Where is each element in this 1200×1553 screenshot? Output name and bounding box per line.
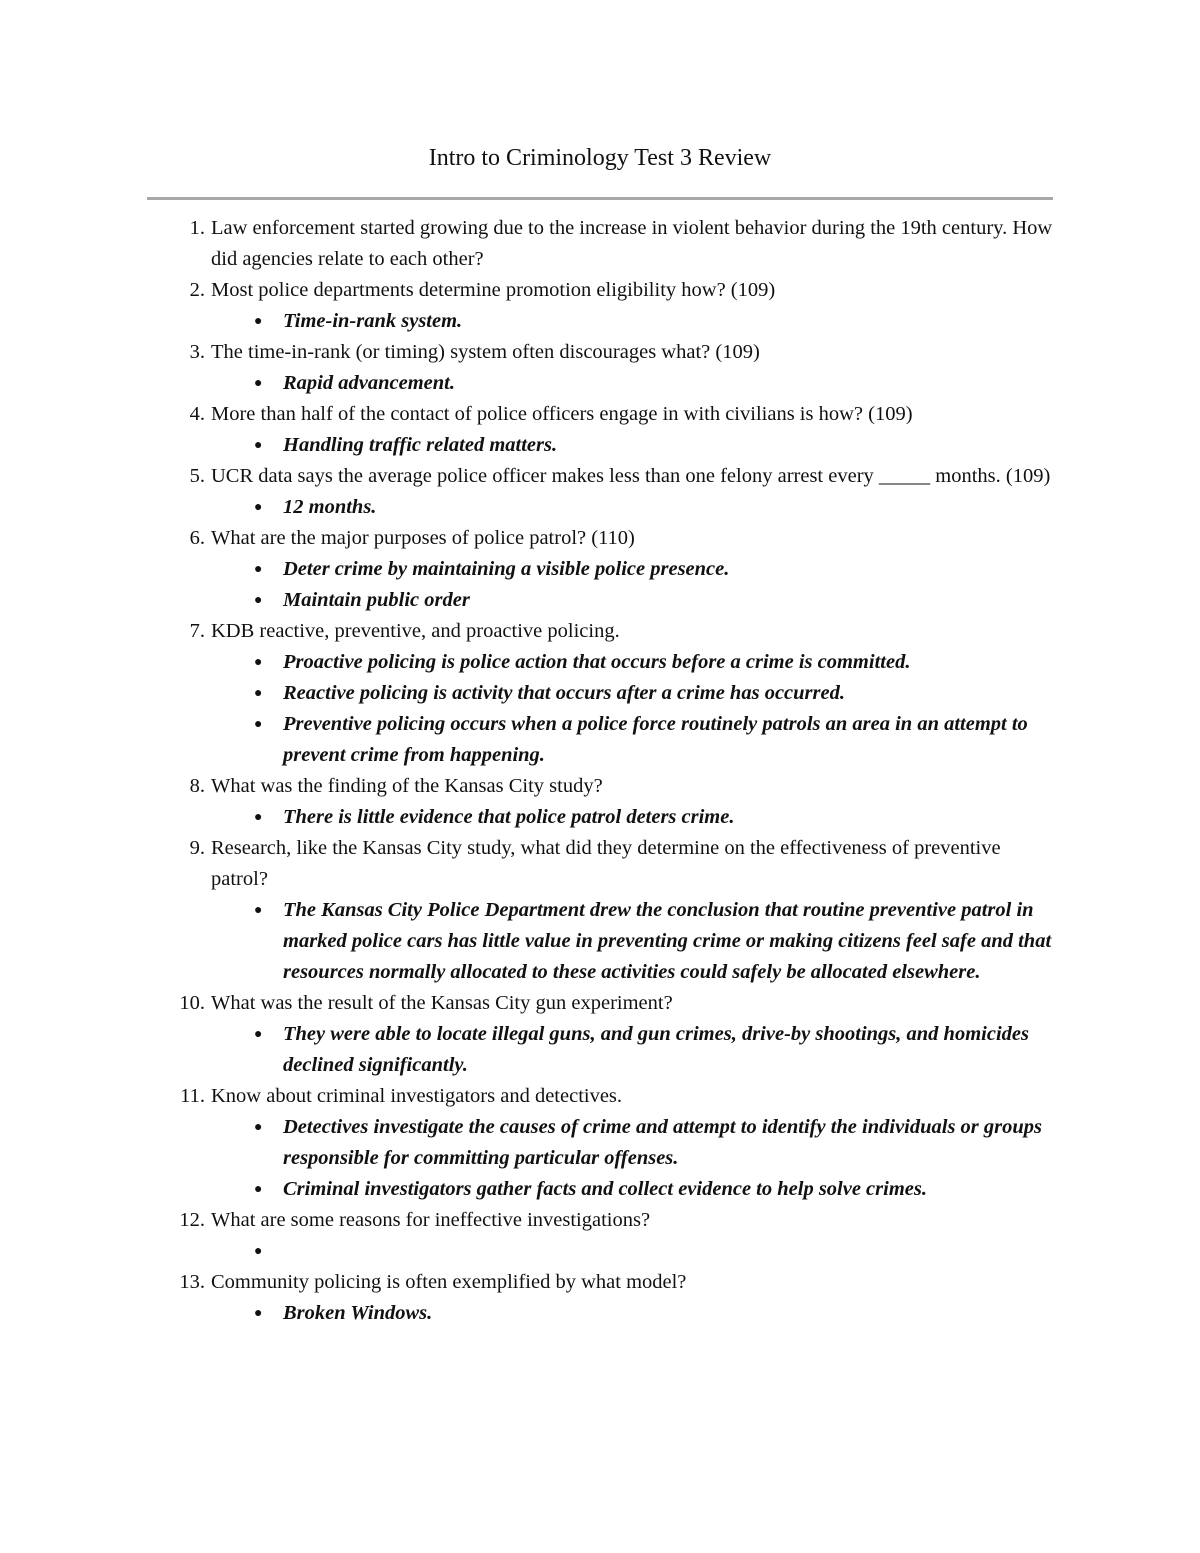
answer-item xyxy=(211,1236,1061,1267)
question-item xyxy=(189,616,1061,771)
answer-list xyxy=(211,1112,1061,1205)
question-item xyxy=(189,771,1061,833)
question-number: 1. xyxy=(189,217,205,239)
answer-text: Broken Windows. xyxy=(283,1302,433,1324)
answer-item xyxy=(211,1298,1061,1329)
answer-text: Handling traffic related matters. xyxy=(283,434,558,456)
question-item xyxy=(189,399,1061,461)
question-text: Most police departments determine promotion eligibility how? (109) xyxy=(211,279,776,301)
answer-text: Reactive policing is activity that occurs after a crime has occurred. xyxy=(283,682,845,704)
question-item xyxy=(179,988,1061,1081)
answer-text: Preventive policing occurs when a police force routinely patrols an area in an attempt to prevent crime from happening. xyxy=(283,713,1028,766)
question-text: What was the finding of the Kansas City study? xyxy=(211,775,603,797)
answer-text: Maintain public order xyxy=(283,589,470,611)
question-item xyxy=(189,337,1061,399)
question-number: 6. xyxy=(189,527,205,549)
question-number: 7. xyxy=(189,620,205,642)
answer-list xyxy=(211,306,1061,337)
answer-item xyxy=(211,1112,1061,1174)
bullet-icon: ● xyxy=(254,500,263,515)
bullet-icon: ● xyxy=(254,903,263,918)
answer-list xyxy=(211,554,1061,616)
answer-text: Detectives investigate the causes of crime and attempt to identify the individuals or groups responsible for committing particular offenses. xyxy=(283,1116,1043,1169)
question-number: 12. xyxy=(179,1209,205,1231)
question-item xyxy=(189,523,1061,616)
answer-item xyxy=(211,554,1061,585)
question-number: 13. xyxy=(179,1271,205,1293)
bullet-icon: ● xyxy=(254,314,263,329)
question-text: UCR data says the average police officer makes less than one felony arrest every _____ months. (109) xyxy=(211,465,1051,487)
question-text: What was the result of the Kansas City gun experiment? xyxy=(211,992,673,1014)
answer-list xyxy=(211,895,1061,988)
answer-text: Time-in-rank system. xyxy=(283,310,463,332)
answer-text: Rapid advancement. xyxy=(283,372,455,394)
question-item xyxy=(189,461,1061,523)
question-text: Research, like the Kansas City study, what did they determine on the effectiveness of preventive patrol? xyxy=(211,837,1001,890)
answer-list xyxy=(211,1298,1061,1329)
question-item xyxy=(179,1205,1061,1267)
bullet-icon: ● xyxy=(254,562,263,577)
answer-list xyxy=(211,802,1061,833)
bullet-icon: ● xyxy=(254,376,263,391)
answer-text: The Kansas City Police Department drew the conclusion that routine preventive patrol in marked police cars has little value in preventing crime or making citizens feel safe and that resources normally allocated to these activities could safely be allocated elsewhere. xyxy=(283,899,1052,983)
answer-list xyxy=(211,430,1061,461)
answer-text: There is little evidence that police patrol deters crime. xyxy=(283,806,735,828)
question-number: 8. xyxy=(189,775,205,797)
answer-item xyxy=(211,430,1061,461)
answer-list xyxy=(211,1236,1061,1267)
question-text: More than half of the contact of police officers engage in with civilians is how? (109) xyxy=(211,403,913,425)
answer-item xyxy=(211,585,1061,616)
answer-list xyxy=(211,1019,1061,1081)
answer-item xyxy=(211,895,1061,988)
answer-text: They were able to locate illegal guns, and gun crimes, drive-by shootings, and homicides declined significantly. xyxy=(283,1023,1029,1076)
answer-item xyxy=(211,492,1061,523)
bullet-icon: ● xyxy=(254,593,263,608)
answer-list xyxy=(211,647,1061,771)
bullet-icon: ● xyxy=(254,438,263,453)
bullet-icon: ● xyxy=(254,1244,263,1259)
answer-item xyxy=(211,647,1061,678)
answer-item xyxy=(211,709,1061,771)
question-list xyxy=(179,213,1061,1329)
answer-item xyxy=(211,678,1061,709)
title-divider xyxy=(147,197,1053,200)
answer-list xyxy=(211,492,1061,523)
question-text: Know about criminal investigators and detectives. xyxy=(211,1085,623,1107)
answer-item xyxy=(211,368,1061,399)
question-item xyxy=(180,1081,1061,1205)
answer-item xyxy=(211,802,1061,833)
answer-item xyxy=(211,1019,1061,1081)
answer-text: Deter crime by maintaining a visible police presence. xyxy=(283,558,730,580)
answer-item xyxy=(211,1174,1061,1205)
question-number: 5. xyxy=(189,465,205,487)
bullet-icon: ● xyxy=(254,1027,263,1042)
answer-list xyxy=(211,368,1061,399)
question-text: The time-in-rank (or timing) system often discourages what? (109) xyxy=(211,341,760,363)
answer-item xyxy=(211,306,1061,337)
bullet-icon: ● xyxy=(254,1182,263,1197)
question-number: 4. xyxy=(189,403,205,425)
answer-text: 12 months. xyxy=(283,496,377,518)
question-text: Community policing is often exemplified by what model? xyxy=(211,1271,687,1293)
bullet-icon: ● xyxy=(254,1120,263,1135)
answer-text: Criminal investigators gather facts and collect evidence to help solve crimes. xyxy=(283,1178,927,1200)
question-item xyxy=(189,275,1061,337)
bullet-icon: ● xyxy=(254,717,263,732)
answer-text: Proactive policing is police action that occurs before a crime is committed. xyxy=(283,651,911,673)
question-number: 9. xyxy=(189,837,205,859)
question-text: What are the major purposes of police patrol? (110) xyxy=(211,527,635,549)
question-number: 2. xyxy=(189,279,205,301)
question-text: What are some reasons for ineffective investigations? xyxy=(211,1209,651,1231)
answer-text xyxy=(283,1240,288,1262)
bullet-icon: ● xyxy=(254,810,263,825)
question-text: Law enforcement started growing due to the increase in violent behavior during the 19th century. How did agencies relate to each other? xyxy=(211,217,1053,270)
question-item xyxy=(179,1267,1061,1329)
question-text: KDB reactive, preventive, and proactive policing. xyxy=(211,620,620,642)
question-number: 11. xyxy=(180,1085,205,1107)
bullet-icon: ● xyxy=(254,1306,263,1321)
question-item xyxy=(189,833,1061,988)
question-number: 3. xyxy=(189,341,205,363)
question-number: 10. xyxy=(179,992,205,1014)
question-item xyxy=(189,213,1061,275)
document-title: Intro to Criminology Test 3 Review xyxy=(428,145,772,171)
bullet-icon: ● xyxy=(254,686,263,701)
bullet-icon: ● xyxy=(254,655,263,670)
